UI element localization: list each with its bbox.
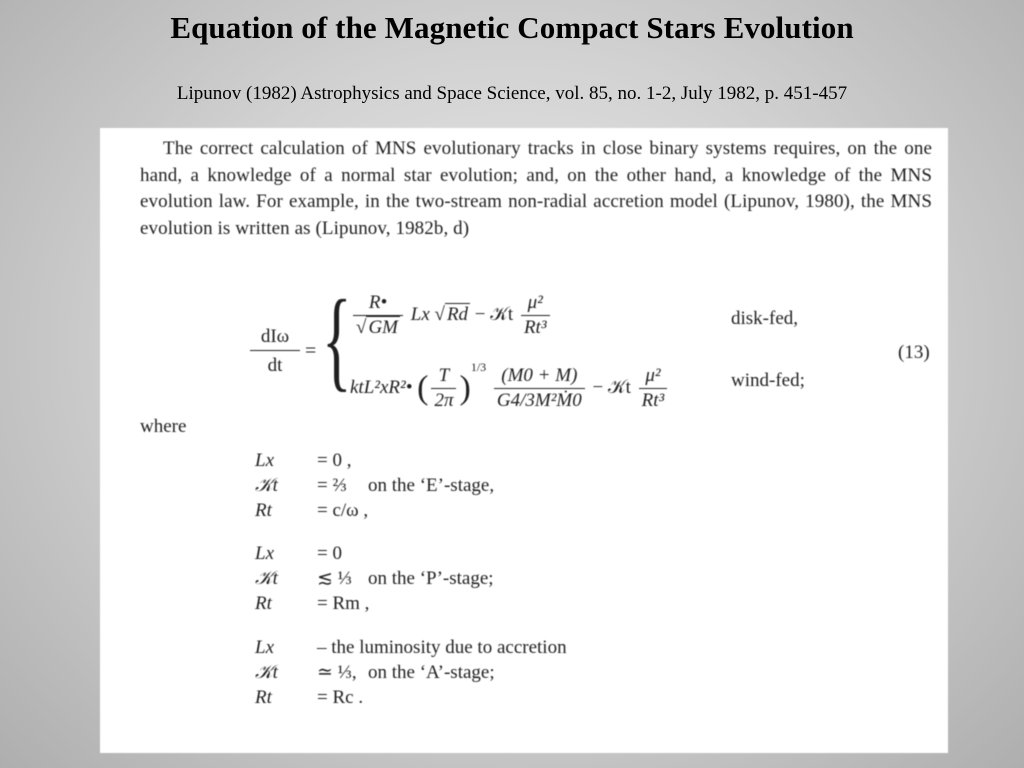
definition-line: Rt = Rc . <box>255 687 364 708</box>
case1-mu-fraction <box>521 292 550 339</box>
condition-disk-fed: disk-fed, <box>731 308 799 329</box>
lhs-denominator: dt <box>267 355 283 376</box>
case1-minus-term: − 𝒦t <box>474 303 514 325</box>
case2-mu-denominator: Rt³ <box>641 390 665 412</box>
case1-frac-denominator: √ GM <box>356 317 398 338</box>
slide-subtitle: Lipunov (1982) Astrophysics and Space Science, vol. 85, no. 1-2, July 1982, p. 451-457 <box>176 83 848 104</box>
case2-t-denominator: 2π <box>434 390 454 412</box>
definition-line: Rt = c/ω , <box>255 500 369 521</box>
case1-mu-denominator: Rt³ <box>523 317 547 338</box>
stage-a-label: on the ‘A’-stage; <box>368 662 495 683</box>
case1-fraction <box>353 292 403 339</box>
intro-paragraph: The correct calculation of MNS evolutionary tracks in close binary systems requires, on the one hand, a knowledge of a normal star evolution; and, on the other hand, a knowledge of the MNS evolution law. For example, in the two-stream non-radial accretion model (Lipunov, 1980), the MNS evolution is written as (Lipunov, 1982b, d) <box>140 138 932 239</box>
stage-p-label: on the ‘P’-stage; <box>368 568 494 589</box>
definition-line: 𝒦t = ⅔ <box>255 475 347 496</box>
right-paren: ) <box>459 369 471 407</box>
definition-line: Lx = 0 , <box>255 450 352 471</box>
stage-e-label: on the ‘E’-stage, <box>368 475 495 496</box>
case2-m-denominator: G4/3M²Ṁ0 <box>496 390 582 412</box>
left-brace: { <box>322 278 352 402</box>
condition-wind-fed: wind-fed; <box>731 370 805 391</box>
definition-line: 𝒦t ≲ ⅓ <box>255 568 352 589</box>
case2-mu-numerator: μ² <box>639 365 668 389</box>
equation-lhs <box>250 326 300 377</box>
where-label: where <box>140 416 187 437</box>
equals-sign: = <box>305 340 317 362</box>
definition-line: 𝒦t ≃ ⅓, <box>255 662 357 683</box>
case2-mu-fraction <box>639 365 668 412</box>
definition-line: Lx – the luminosity due to accretion <box>255 637 567 658</box>
case2-m-numerator: (M0 + M) <box>494 365 585 389</box>
left-paren: ( <box>417 369 429 407</box>
lhs-numerator: dIω <box>250 326 300 351</box>
case1-lx: Lx <box>410 303 430 325</box>
case1-mu-numerator: μ² <box>521 292 550 316</box>
stage-e-definitions <box>255 448 368 523</box>
case2-m-fraction <box>494 365 585 412</box>
equation-case-wind <box>350 360 670 412</box>
stage-p-definitions <box>255 541 369 616</box>
equation-case-disk: $\frac{R•}{√ GM}$ Lx √ Rd − 𝒦t $\frac{\text{μ²}}{\text{Rt³}}$ <box>350 292 553 339</box>
case2-exponent: 1/3 <box>470 360 487 374</box>
case2-t-numerator: T <box>431 365 456 389</box>
case2-prefix: ktL²xR²• <box>350 377 413 398</box>
definition-line: Lx = 0 <box>255 543 342 564</box>
definition-line: Rt = Rm , <box>255 593 370 614</box>
case2-minus-term: − 𝒦t <box>592 377 631 398</box>
case1-frac-numerator: R• <box>353 292 403 316</box>
scanned-page-image <box>100 128 948 753</box>
case2-t-fraction <box>431 365 456 412</box>
equation-number: (13) <box>898 342 930 363</box>
slide-title: Equation of the Magnetic Compact Stars Evolution <box>170 10 854 45</box>
case1-sqrt: Rd <box>446 303 469 325</box>
